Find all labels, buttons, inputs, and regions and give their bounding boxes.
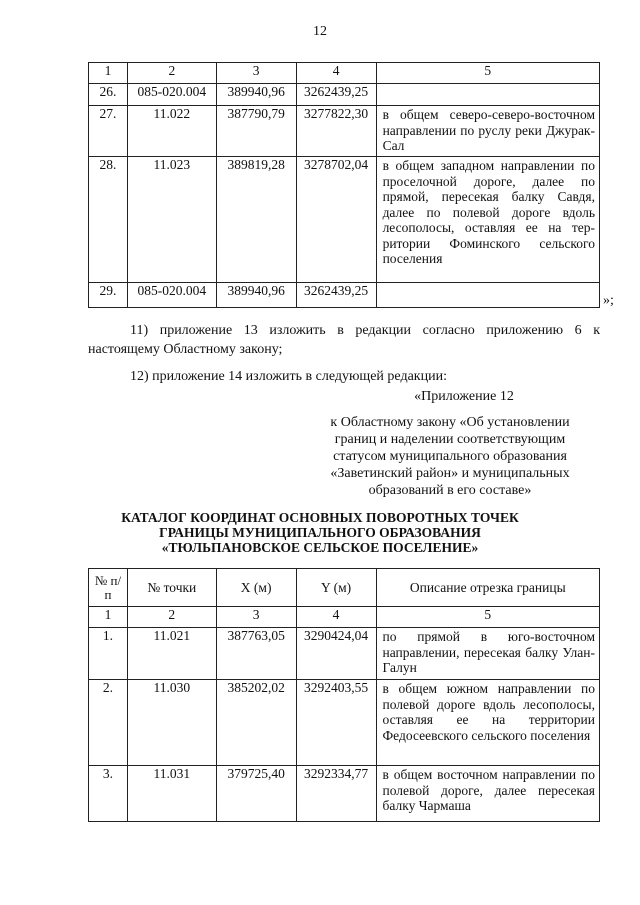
y-coordinate: 3278702,04 (296, 157, 376, 283)
y-coordinate: 3290424,04 (296, 628, 376, 680)
row-index: 29. (89, 283, 128, 308)
segment-description: в общем северо-северо-восточном направлении по руслу реки Джурак-Сал (376, 106, 599, 157)
col-header-description: Описание отрезка границы (376, 569, 599, 607)
col-header-index: № п/п (89, 569, 128, 607)
x-coordinate: 387790,79 (216, 106, 296, 157)
table-row (89, 607, 600, 628)
catalog-title-line: ГРАНИЦЫ МУНИЦИПАЛЬНОГО ОБРАЗОВАНИЯ (159, 525, 481, 540)
col-number: 3 (216, 607, 296, 628)
y-coordinate: 3292403,55 (296, 680, 376, 766)
catalog-title-line: КАТАЛОГ КООРДИНАТ ОСНОВНЫХ ПОВОРОТНЫХ ТОЧЕК (121, 510, 519, 525)
col-number: 1 (89, 607, 128, 628)
paragraph-text: 11) приложение 13 изложить в редакции согласно приложению 6 к настоящему Областному закону; (88, 323, 600, 357)
table-row (89, 283, 600, 308)
segment-description (376, 84, 599, 106)
point-id: 11.022 (127, 106, 216, 157)
paragraph-item-11 (88, 321, 600, 359)
table-row (89, 766, 600, 822)
row-index: 2. (89, 680, 128, 766)
col-header-point: № точки (127, 569, 216, 607)
appendix-line: к Областному закону «Об установлении (330, 415, 570, 430)
appendix-line: образований в его составе» (368, 483, 532, 498)
appendix-line: границ и наделении соответствующим (334, 432, 566, 447)
point-id: 11.021 (127, 628, 216, 680)
table-row (89, 680, 600, 766)
col-number-header: 3 (216, 63, 296, 84)
row-index: 27. (89, 106, 128, 157)
x-coordinate: 389819,28 (216, 157, 296, 283)
paragraph-item-12 (130, 367, 447, 386)
table-row (89, 63, 600, 84)
x-coordinate: 385202,02 (216, 680, 296, 766)
col-number-header: 1 (89, 63, 128, 84)
y-coordinate: 3277822,30 (296, 106, 376, 157)
col-header-x: X (м) (216, 569, 296, 607)
x-coordinate: 389940,96 (216, 84, 296, 106)
appendix-header (300, 388, 600, 499)
paragraph-text: 12) приложение 14 изложить в следующей редакции: (130, 369, 447, 384)
appendix-line: «Заветинский район» и муниципальных (330, 466, 570, 481)
appendix-heading: «Приложение 12 (414, 389, 514, 404)
row-index: 26. (89, 84, 128, 106)
x-coordinate: 389940,96 (216, 283, 296, 308)
col-number-header: 4 (296, 63, 376, 84)
table-row (89, 106, 600, 157)
catalog-title (0, 510, 640, 555)
col-number-header: 2 (127, 63, 216, 84)
row-index: 3. (89, 766, 128, 822)
coordinates-catalog-table (88, 568, 600, 822)
segment-description: в общем западном направлении по проселочной дороге, далее по прямой, пересекая балку Савдя, далее по полевой дороге вдоль лесополосы, оставляя ее на территории Фоминского сельского поселения (376, 157, 599, 283)
segment-description: в общем восточном направлении по полевой дороге, далее пересекая балку Чармаша (376, 766, 599, 822)
table-header-row (89, 569, 600, 607)
point-id: 11.023 (127, 157, 216, 283)
col-number: 5 (376, 607, 599, 628)
x-coordinate: 387763,05 (216, 628, 296, 680)
table-row (89, 84, 600, 106)
col-header-y: Y (м) (296, 569, 376, 607)
segment-description: в общем южном направлении по полевой дороге вдоль лесополосы, оставляя ее на территории Федосеевского сельского поселения (376, 680, 599, 766)
catalog-title-line: «ТЮЛЬПАНОВСКОЕ СЕЛЬСКОЕ ПОСЕЛЕНИЕ» (161, 540, 479, 555)
col-number-header: 5 (376, 63, 599, 84)
table-row (89, 628, 600, 680)
y-coordinate: 3262439,25 (296, 283, 376, 308)
appendix-line: статусом муниципального образования (333, 449, 567, 464)
point-id: 085-020.004 (127, 84, 216, 106)
point-id: 085-020.004 (127, 283, 216, 308)
x-coordinate: 379725,40 (216, 766, 296, 822)
segment-description (376, 283, 599, 308)
point-id: 11.030 (127, 680, 216, 766)
page-number: 12 (313, 24, 327, 39)
row-index: 1. (89, 628, 128, 680)
point-id: 11.031 (127, 766, 216, 822)
row-index: 28. (89, 157, 128, 283)
col-number: 4 (296, 607, 376, 628)
table-row (89, 157, 600, 283)
closing-quote: »; (603, 293, 614, 308)
coordinates-table-continued (88, 62, 600, 308)
y-coordinate: 3262439,25 (296, 84, 376, 106)
segment-description: по прямой в юго-восточном направлении, пересекая балку Улан-Галун (376, 628, 599, 680)
y-coordinate: 3292334,77 (296, 766, 376, 822)
col-number: 2 (127, 607, 216, 628)
